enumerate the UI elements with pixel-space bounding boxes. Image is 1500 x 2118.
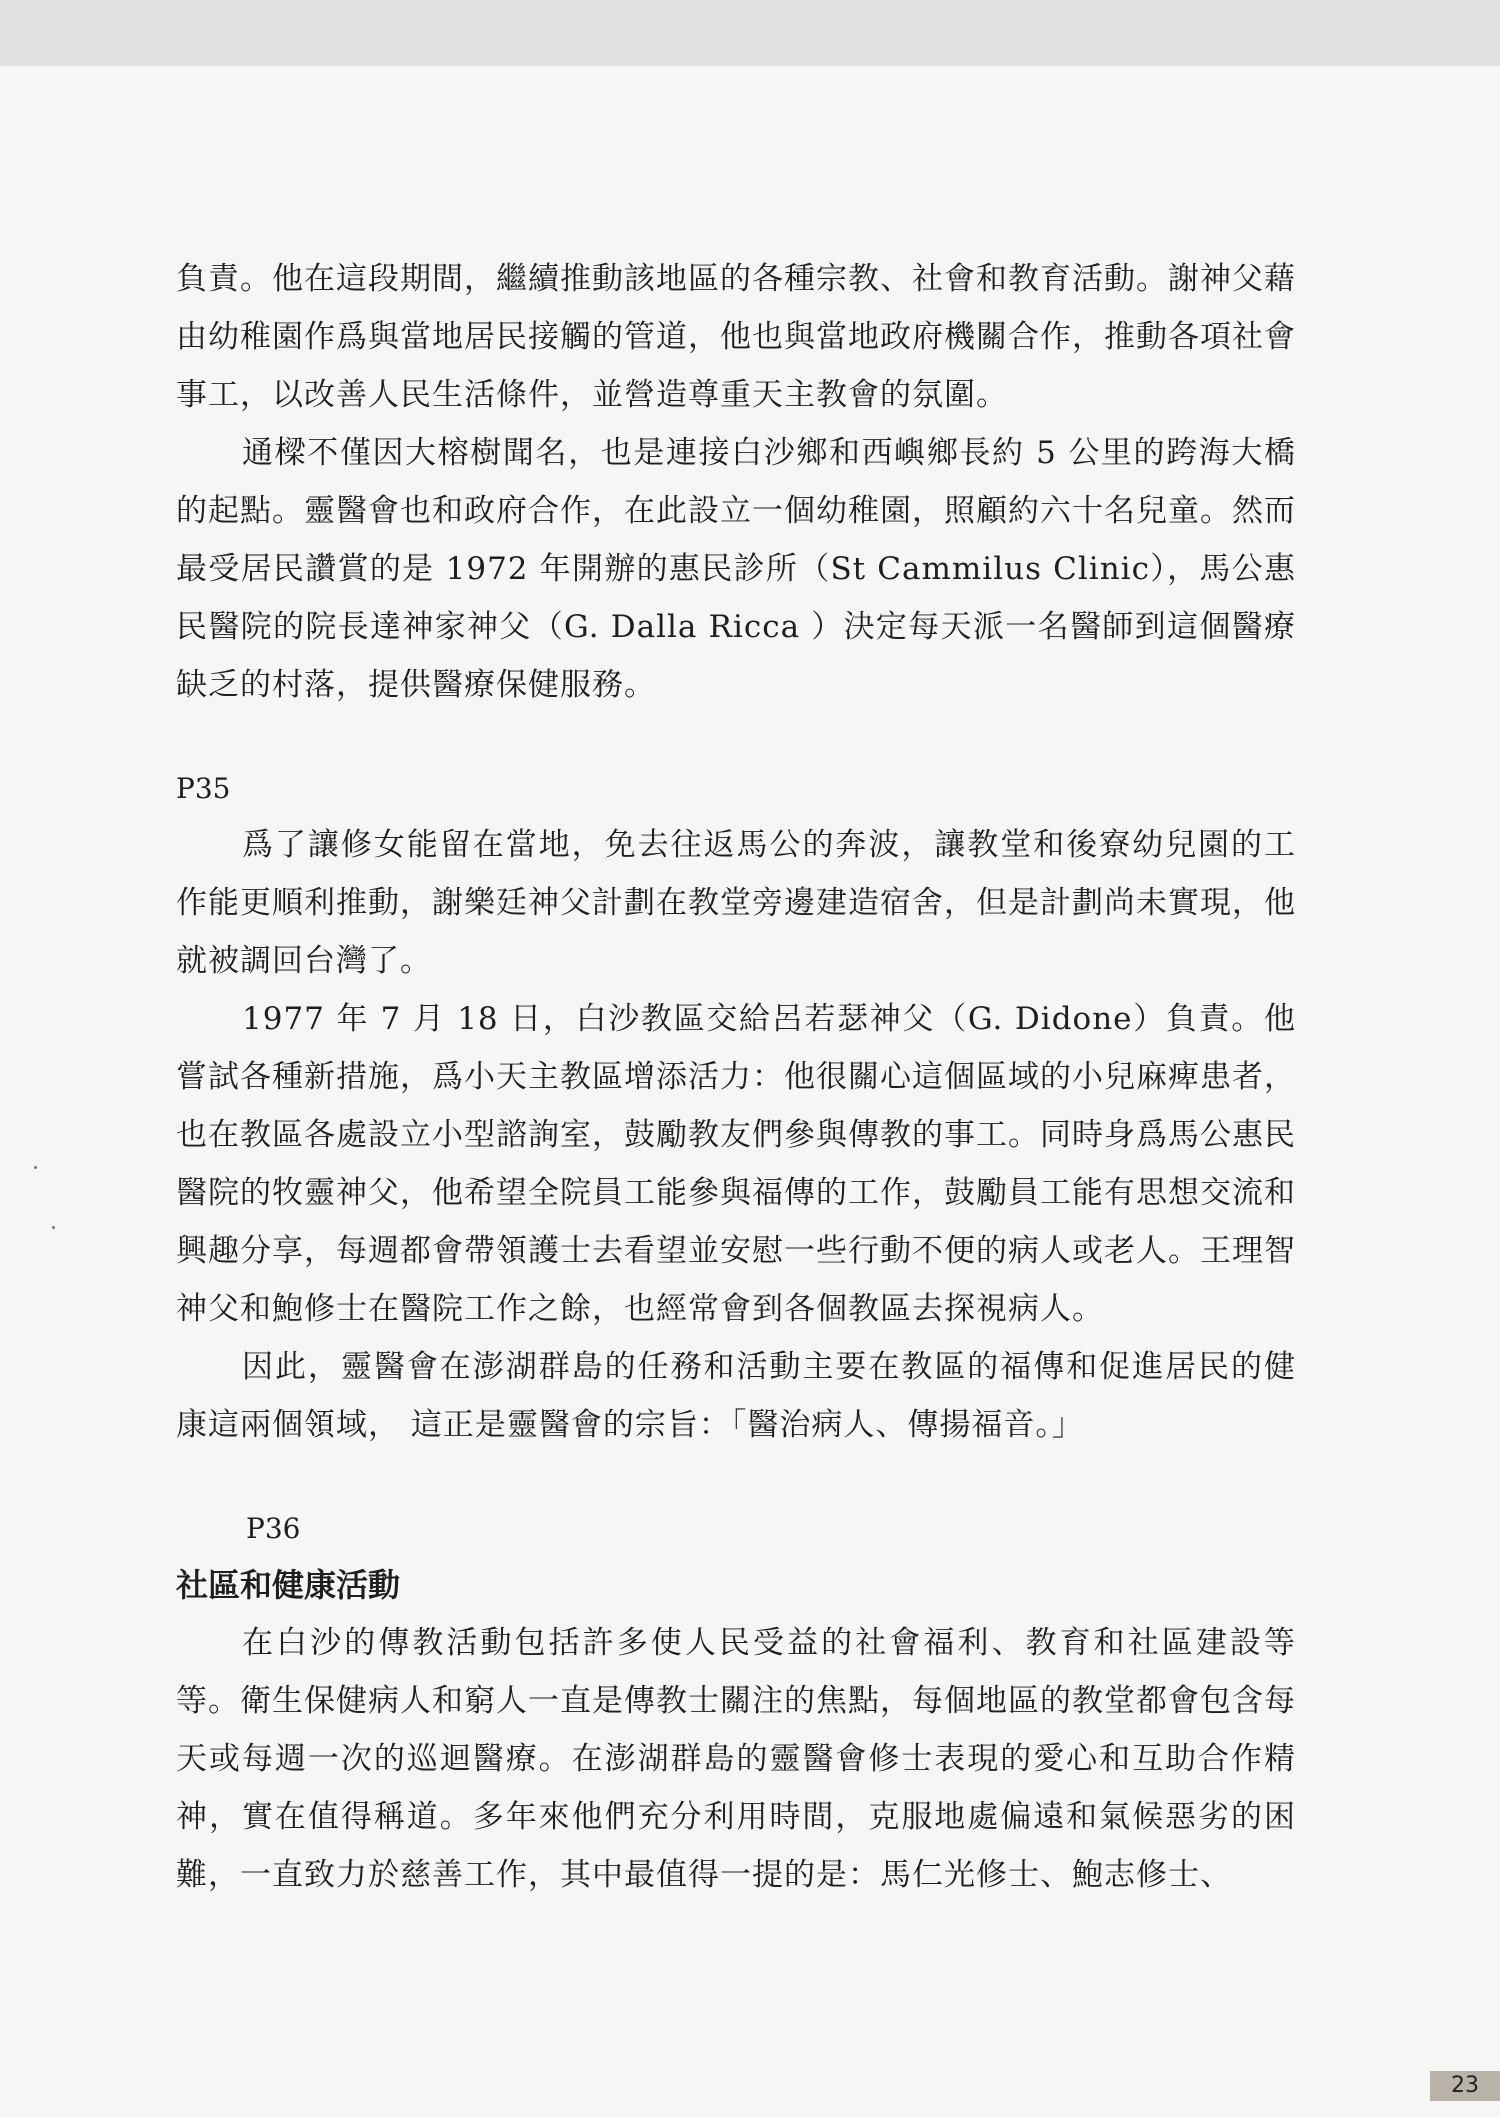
- page-marker-p35: P35: [176, 772, 231, 805]
- page-marker-p36: P36: [246, 1512, 301, 1545]
- section-heading: 社區和健康活動: [176, 1566, 401, 1604]
- page-number: 23: [1430, 2071, 1500, 2101]
- scan-top-band: [0, 0, 1500, 66]
- paragraph-sisters-dormitory: 爲了讓修女能留在當地，免去往返馬公的奔波，讓教堂和後寮幼兒園的工作能更順利推動，謝樂廷神父計劃在教堂旁邊建造宿舍，但是計劃尚未實現，他就被調回台灣了。: [176, 827, 1296, 979]
- paragraph-didone: 1977 年 7 月 18 日，白沙教區交給呂若瑟神父（G. Didone）負責。他嘗試各種新措施，爲小天主教區增添活力：他很關心這個區域的小兒麻痺患者，也在教區各處設立小型諮詢室，鼓勵教友們參與傳教的事工。同時身爲馬公惠民醫院的牧靈神父，他希望全院員工能參與福傳的工作，鼓勵員工能有思想交流和興趣分享，每週都會帶領護士去看望並安慰一些行動不便的病人或老人。王理智神父和鮑修士在醫院工作之餘，也經常會到各個教區去探視病人。: [176, 1001, 1296, 1327]
- paragraph-tongliang: 通樑不僅因大榕樹聞名，也是連接白沙鄉和西嶼鄉長約 5 公里的跨海大橋的起點。靈醫會也和政府合作，在此設立一個幼稚園，照顧約六十名兒童。然而最受居民讚賞的是 1972 年開辦的惠民診所（St Cammilus Clinic），馬公惠民醫院的院長達神家神父（G. Dalla Ricca ）決定每天派一名醫師到這個醫療缺乏的村落，提供醫療保健服務。: [176, 435, 1296, 703]
- scan-speck: [34, 1166, 37, 1169]
- scan-speck: [52, 1226, 55, 1229]
- page-content: [176, 250, 1296, 1904]
- paragraph-community-health: 在白沙的傳教活動包括許多使人民受益的社會福利、教育和社區建設等等。衛生保健病人和窮人一直是傳教士關注的焦點，每個地區的教堂都會包含每天或每週一次的巡迴醫療。在澎湖群島的靈醫會修士表現的愛心和互助合作精神，實在值得稱道。多年來他們充分利用時間，克服地處偏遠和氣候惡劣的困難，一直致力於慈善工作，其中最值得一提的是：馬仁光修士、鮑志修士、: [176, 1625, 1296, 1893]
- paragraph-continued: 負責。他在這段期間，繼續推動該地區的各種宗教、社會和教育活動。謝神父藉由幼稚園作爲與當地居民接觸的管道，他也與當地政府機關合作，推動各項社會事工，以改善人民生活條件，並營造尊重天主教會的氛圍。: [176, 261, 1296, 413]
- paragraph-mission-summary: 因此，靈醫會在澎湖群島的任務和活動主要在教區的福傳和促進居民的健康這兩個領域， 這正是靈醫會的宗旨：「醫治病人、傳揚福音。」: [176, 1349, 1296, 1443]
